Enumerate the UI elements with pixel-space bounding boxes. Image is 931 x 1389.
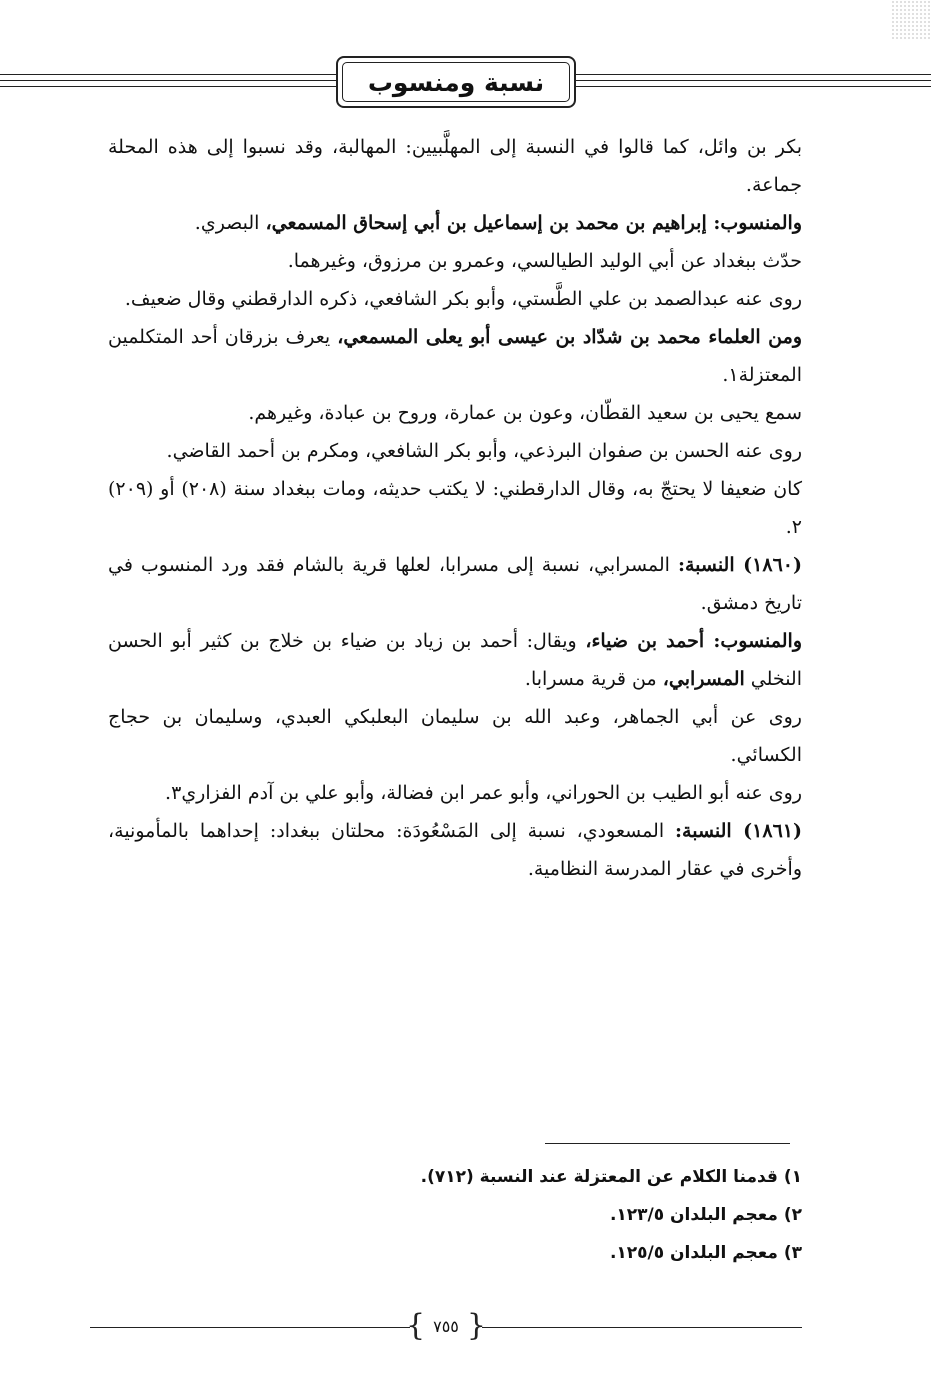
page-number-left-brace: {: [406, 1308, 426, 1343]
header-rule-left-bottom: [0, 80, 336, 81]
paragraph: [108, 812, 802, 888]
header-rule-right-bottom: [576, 80, 931, 81]
scan-noise-corner: [891, 0, 931, 40]
header-rule-right-3: [576, 86, 931, 87]
paragraph-text: روى عنه أبو الطيب بن الحوراني، وأبو عمر ابن فضالة، وأبو علي بن آدم الفزاري٣.: [165, 782, 802, 804]
page-number-frame: [406, 1308, 486, 1343]
footnotes-block: [108, 1158, 802, 1272]
bold-heading-text: (١٨٦٠) النسبة:: [677, 554, 802, 576]
paragraph: [108, 546, 802, 622]
paragraph: [108, 280, 802, 318]
paragraph: [108, 622, 802, 698]
paragraph-text: روى عن أبي الجماهر، وعبد الله بن سليمان البعلبكي العبدي، وسليمان بن حجاج الكسائي.: [108, 706, 802, 766]
paragraph-text: روى عنه عبدالصمد بن علي الطَّستي، وأبو بكر الشافعي، ذكره الدارقطني وقال ضعيف.: [124, 288, 802, 310]
bold-heading-text: والمنسوب: أحمد بن ضياء،: [585, 630, 802, 652]
main-text-block: [108, 128, 802, 888]
running-header-inner-frame: [342, 62, 570, 102]
paragraph: [108, 394, 802, 432]
page-number: ٧٥٥: [433, 1316, 459, 1336]
paragraph-text: روى عنه الحسن بن صفوان البرذعي، وأبو بكر الشافعي، ومكرم بن أحمد القاضي.: [166, 440, 802, 462]
paragraph: [108, 204, 802, 242]
bold-heading-text: المسرابي،: [662, 668, 745, 690]
page-number-rule-right: [482, 1327, 802, 1328]
page-number-rule-left: [90, 1327, 410, 1328]
paragraph-text: يعرف بزرقان أحد المتكلمين المعتزلة١.: [108, 326, 802, 386]
paragraph: [108, 470, 802, 546]
header-rule-right-top: [576, 74, 931, 75]
paragraph-text: ويقال: أحمد بن زياد بن ضياء بن خلاج بن كثير أبو الحسن النخلي: [108, 630, 802, 690]
paragraph-text: المسعودي، نسبة إلى المَسْعُودَة: محلتان ببغداد: إحداهما بالمأمونية، وأخرى في عقار المدرسة النظامية.: [108, 820, 802, 880]
bold-heading-text: (١٨٦١) النسبة:: [675, 820, 802, 842]
paragraph: [108, 318, 802, 394]
paragraph: [108, 698, 802, 774]
paragraph: [108, 432, 802, 470]
paragraph-text: كان ضعيفا لا يحتجّ به، وقال الدارقطني: لا يكتب حديثه، ومات ببغداد سنة (٢٠٨) أو (٢٠٩) ٢.: [108, 478, 803, 538]
paragraph-text: من قرية مسرابا.: [524, 668, 663, 690]
running-header-frame: [336, 56, 576, 108]
footnote-separator: [545, 1143, 790, 1144]
footnote-2: ٢) معجم البلدان ١٢٣/٥.: [609, 1205, 802, 1225]
footnote-3: ٣) معجم البلدان ١٢٥/٥.: [609, 1243, 802, 1263]
paragraph-text: البصري.: [194, 212, 266, 234]
bold-heading-text: ومن العلماء محمد بن شدّاد بن عيسى أبو يعلى المسمعي،: [337, 326, 802, 348]
header-rule-left-3: [0, 86, 336, 87]
paragraph: [108, 242, 802, 280]
header-rule-left-top: [0, 74, 336, 75]
paragraph: [108, 774, 802, 812]
paragraph-text: حدّث ببغداد عن أبي الوليد الطيالسي، وعمرو بن مرزوق، وغيرهما.: [287, 250, 802, 272]
paragraph-text: بكر بن وائل، كما قالوا في النسبة إلى المهلَّبيين: المهالبة، وقد نسبوا إلى هذه المحلة جماعة.: [108, 136, 802, 196]
paragraph: [108, 128, 802, 204]
paragraph-text: سمع يحيى بن سعيد القطّان، وعون بن عمارة، وروح بن عبادة، وغيرهم.: [248, 402, 802, 424]
paragraph-text: المسرابي، نسبة إلى مسرابا، لعلها قرية بالشام فقد ورد المنسوب في تاريخ دمشق.: [108, 554, 802, 614]
running-header-title: نسبة ومنسوب: [367, 67, 545, 97]
bold-heading-text: والمنسوب: إبراهيم بن محمد بن إسماعيل بن أبي إسحاق المسمعي،: [265, 212, 802, 234]
page-number-right-brace: }: [466, 1308, 486, 1343]
footnote-1: ١) قدمنا الكلام عن المعتزلة عند النسبة (٧١٢).: [420, 1167, 802, 1187]
